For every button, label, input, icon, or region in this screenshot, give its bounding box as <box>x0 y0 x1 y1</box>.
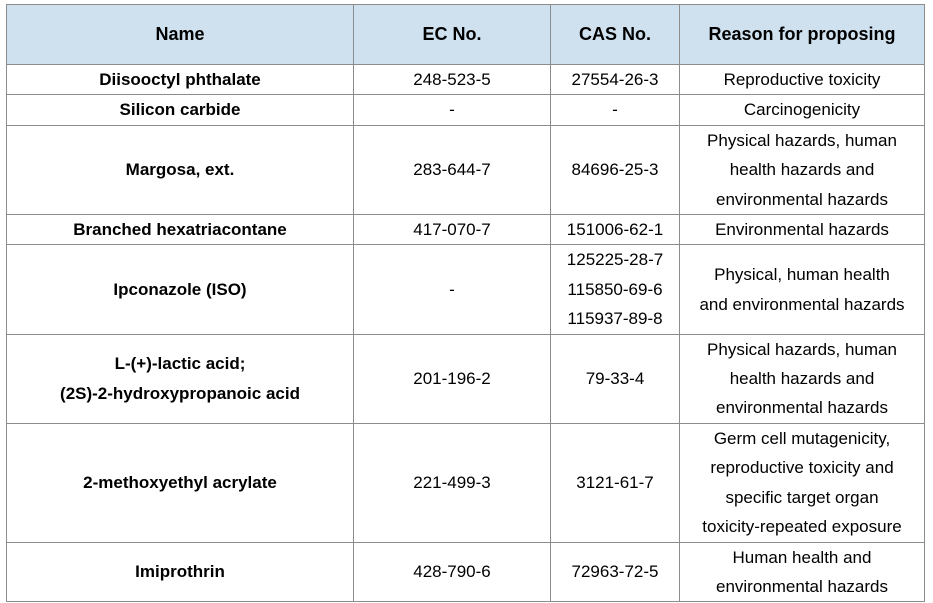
reason-line: specific target organ <box>725 487 879 507</box>
cas-number-cell <box>551 245 680 334</box>
reason-line: and environmental hazards <box>699 294 905 314</box>
ec-number-cell: 201-196-2 <box>354 334 551 423</box>
ec-number-cell: 417-070-7 <box>354 215 551 245</box>
substance-name-cell <box>7 215 354 245</box>
table-row <box>7 542 925 602</box>
reason-line: Physical hazards, human <box>707 130 897 150</box>
substance-name: 2-methoxyethyl acrylate <box>83 472 277 492</box>
reason-line: toxicity-repeated exposure <box>702 517 902 537</box>
table-row <box>7 125 925 214</box>
reason-line: Human health and <box>732 547 872 567</box>
reason-line: Reproductive toxicity <box>723 70 881 89</box>
cas-number-cell <box>551 65 680 95</box>
substance-name-cell <box>7 334 354 423</box>
substance-name: Branched hexatriacontane <box>73 220 287 240</box>
cas-number-cell <box>551 125 680 214</box>
substance-name: Margosa, ext. <box>125 160 235 180</box>
header-name: Name <box>7 5 354 65</box>
substance-name-cell <box>7 125 354 214</box>
ec-number-cell: 248-523-5 <box>354 65 551 95</box>
substances-table <box>6 4 925 602</box>
substance-name: Diisooctyl phthalate <box>99 70 261 89</box>
reason-line: environmental hazards <box>716 189 888 209</box>
substance-name-cell <box>7 542 354 602</box>
header-reason: Reason for proposing <box>680 5 925 65</box>
reason-cell <box>680 542 925 602</box>
table-row <box>7 423 925 542</box>
cas-number-cell <box>551 423 680 542</box>
reason-cell <box>680 65 925 95</box>
reason-line: reproductive toxicity and <box>710 458 894 478</box>
cas-number-cell <box>551 95 680 125</box>
table-row <box>7 65 925 95</box>
ec-number-cell: - <box>354 95 551 125</box>
reason-cell <box>680 245 925 334</box>
reason-line: Physical hazards, human <box>707 339 897 359</box>
substance-name-cell <box>7 65 354 95</box>
substance-name: Silicon carbide <box>119 100 241 120</box>
substance-name-cell <box>7 245 354 334</box>
cas-number: 151006-62-1 <box>566 220 664 240</box>
ec-number-cell: 221-499-3 <box>354 423 551 542</box>
reason-line: environmental hazards <box>716 576 888 596</box>
substance-name: (2S)-2-hydroxypropanoic acid <box>60 383 300 403</box>
reason-line: Physical, human health <box>714 265 890 285</box>
reason-line: health hazards and <box>729 160 875 180</box>
cas-number: 79-33-4 <box>585 369 645 389</box>
header-ec-number: EC No. <box>354 5 551 65</box>
cas-number: 3121-61-7 <box>576 472 654 492</box>
cas-number-cell <box>551 215 680 245</box>
cas-number: 125225-28-7 <box>566 250 664 270</box>
reason-cell <box>680 423 925 542</box>
cas-number-cell <box>551 334 680 423</box>
substance-name: Ipconazole (ISO) <box>113 279 247 299</box>
ec-number-cell: 283-644-7 <box>354 125 551 214</box>
cas-number: 115937-89-8 <box>567 309 663 329</box>
reason-cell <box>680 125 925 214</box>
reason-line: Environmental hazards <box>715 220 889 240</box>
substance-name: Imiprothrin <box>135 562 225 582</box>
reason-line: environmental hazards <box>716 398 888 418</box>
reason-line: Germ cell mutagenicity, <box>713 428 891 448</box>
substance-name: L-(+)-lactic acid; <box>114 354 246 374</box>
cas-number: 84696-25-3 <box>571 160 659 180</box>
cas-number: 72963-72-5 <box>571 562 659 582</box>
reason-cell <box>680 215 925 245</box>
table-row <box>7 95 925 125</box>
table-row <box>7 245 925 334</box>
ec-number-cell: 428-790-6 <box>354 542 551 602</box>
header-cas-number: CAS No. <box>551 5 680 65</box>
reason-line: health hazards and <box>729 369 875 389</box>
cas-number: 115850-69-6 <box>567 279 663 299</box>
substance-name-cell <box>7 95 354 125</box>
header-row <box>7 5 925 65</box>
reason-cell <box>680 334 925 423</box>
table-row <box>7 215 925 245</box>
table-row <box>7 334 925 423</box>
ec-number-cell: - <box>354 245 551 334</box>
cas-number-cell <box>551 542 680 602</box>
substance-name-cell <box>7 423 354 542</box>
reason-cell <box>680 95 925 125</box>
reason-line: Carcinogenicity <box>743 100 861 120</box>
cas-number: 27554-26-3 <box>571 70 659 89</box>
cas-number: - <box>612 100 618 120</box>
